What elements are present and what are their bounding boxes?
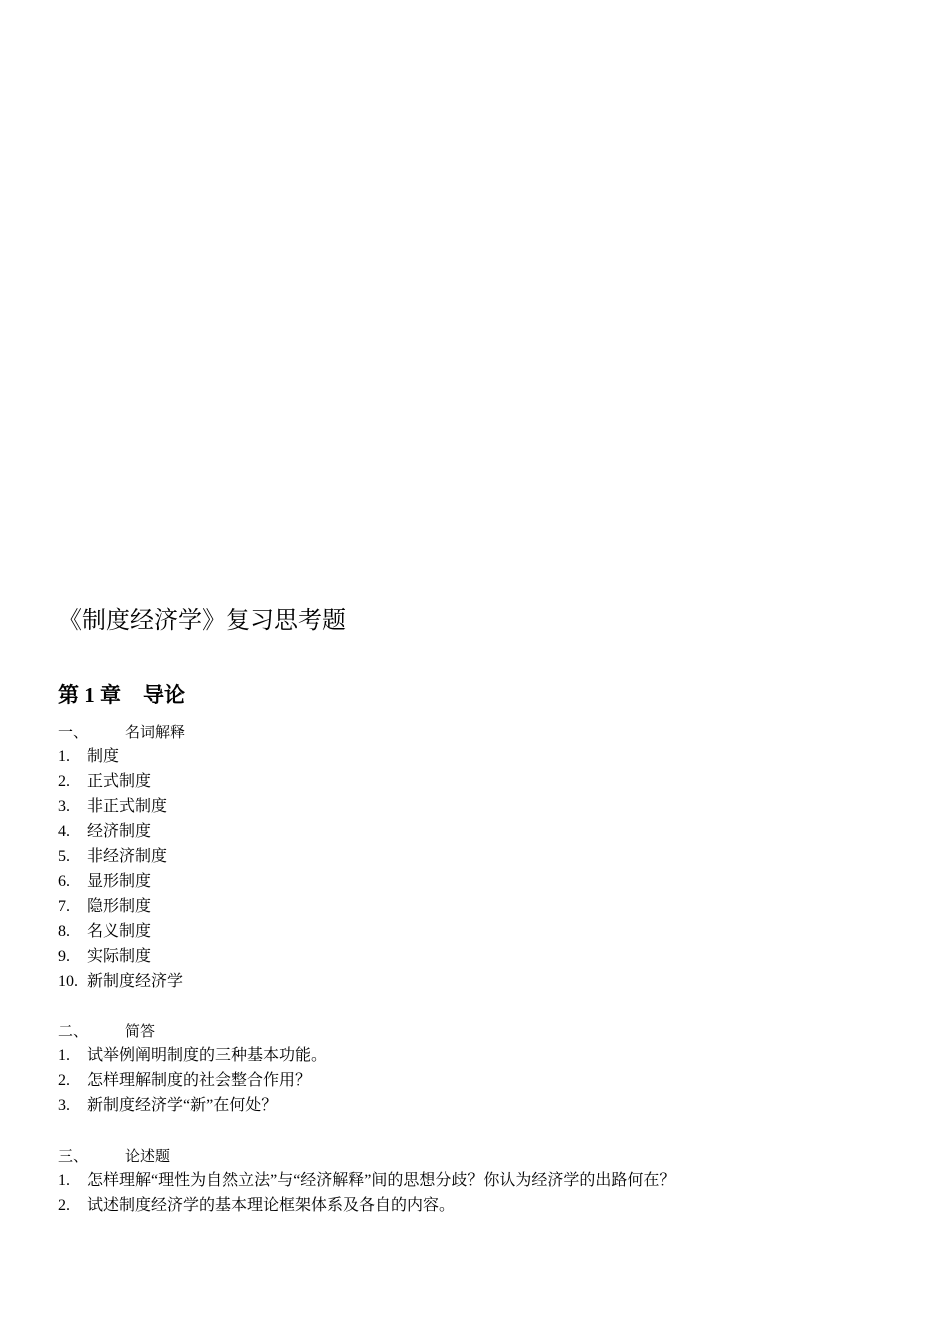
item-number: 7. (58, 898, 70, 915)
item-text: 经济制度 (87, 823, 152, 840)
list-item (58, 1045, 327, 1067)
item-number: 3. (58, 798, 70, 815)
list-item (58, 846, 167, 868)
item-number: 5. (58, 848, 70, 865)
item-number: 1. (58, 1047, 70, 1064)
item-number: 1. (58, 748, 70, 765)
item-number: 6. (58, 873, 70, 890)
list-item (58, 746, 119, 768)
document-title: 《制度经济学》复习思考题 (58, 606, 346, 634)
section-title: 名词解释 (125, 723, 186, 741)
list-item (58, 1095, 277, 1117)
item-text: 试举例阐明制度的三种基本功能。 (87, 1047, 328, 1064)
item-number: 2. (58, 1072, 70, 1089)
item-number: 2. (58, 1197, 70, 1214)
item-number: 9. (58, 948, 70, 965)
list-item (58, 821, 151, 843)
list-item (58, 896, 151, 918)
chapter-number: 第 1 章 (58, 683, 121, 707)
item-number: 3. (58, 1097, 70, 1114)
item-text: 隐形制度 (87, 898, 152, 915)
item-text: 怎样理解制度的社会整合作用？ (87, 1072, 312, 1089)
list-item (58, 1195, 455, 1217)
item-text: 非经济制度 (87, 848, 168, 865)
list-item (58, 1170, 675, 1192)
section-number: 二、 (58, 1022, 89, 1040)
list-item (58, 946, 151, 968)
item-text: 新制度经济学“新”在何处？ (87, 1097, 278, 1114)
list-item (58, 921, 151, 943)
item-number: 10. (58, 973, 78, 990)
item-number: 4. (58, 823, 70, 840)
item-text: 新制度经济学 (87, 973, 184, 990)
item-number: 1. (58, 1172, 70, 1189)
section-heading-essay (58, 1145, 170, 1167)
item-text: 名义制度 (87, 923, 152, 940)
item-text: 正式制度 (87, 773, 152, 790)
item-text: 非正式制度 (87, 798, 168, 815)
item-number: 8. (58, 923, 70, 940)
section-number: 一、 (58, 723, 89, 741)
item-number: 2. (58, 773, 70, 790)
item-text: 实际制度 (87, 948, 152, 965)
section-number: 三、 (58, 1147, 89, 1165)
section-heading-short-answer (58, 1020, 155, 1042)
chapter-name: 导论 (143, 683, 185, 707)
list-item (58, 796, 167, 818)
section-heading-terms (58, 721, 185, 743)
item-text: 制度 (87, 748, 120, 765)
list-item (58, 771, 151, 793)
section-title: 论述题 (125, 1147, 171, 1165)
item-text: 怎样理解“理性为自然立法”与“经济解释”间的思想分歧？你认为经济学的出路何在？ (87, 1172, 676, 1189)
list-item (58, 871, 151, 893)
list-item (58, 1070, 311, 1092)
item-text: 试述制度经济学的基本理论框架体系及各自的内容。 (87, 1197, 456, 1214)
list-item (58, 971, 183, 993)
section-title: 简答 (125, 1022, 156, 1040)
item-text: 显形制度 (87, 873, 152, 890)
chapter-title (58, 680, 185, 710)
